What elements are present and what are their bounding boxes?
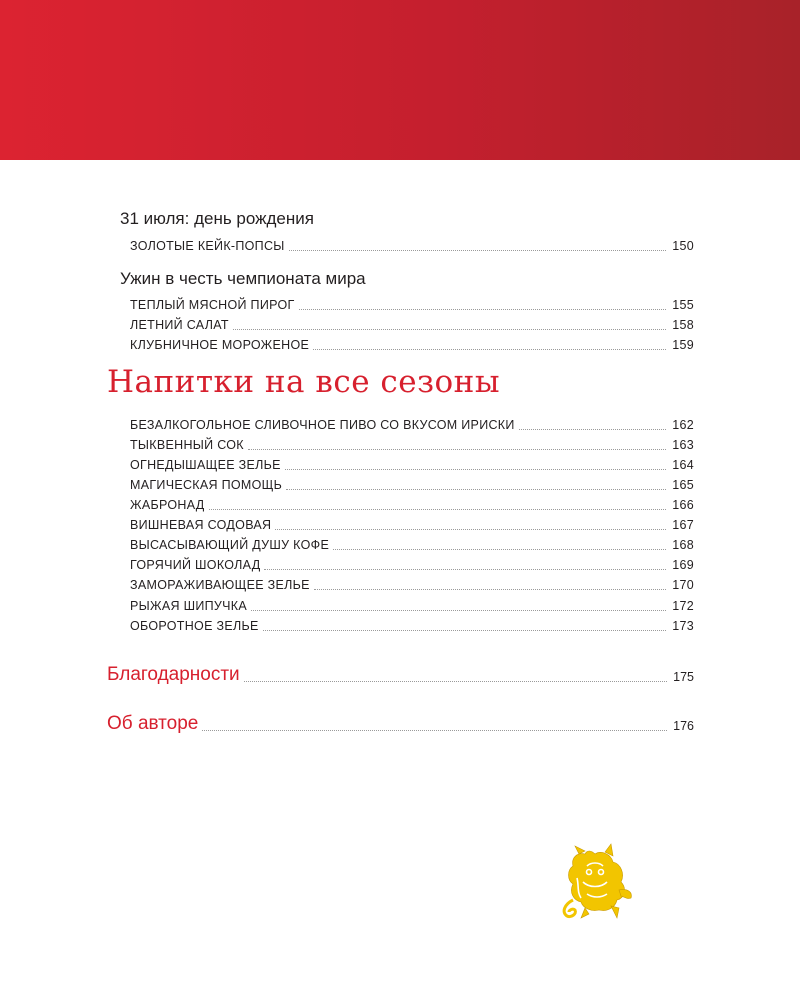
toc-entry-about-author[interactable]	[107, 709, 694, 735]
toc-entry-title: БЕЗАЛКОГОЛЬНОЕ СЛИВОЧНОЕ ПИВО СО ВКУСОМ ИРИСКИ	[130, 418, 515, 432]
toc-subheading-birthday: 31 июля: день рождения	[120, 209, 314, 228]
toc-entry-page: 155	[672, 298, 694, 312]
toc-entry-page: 159	[672, 338, 694, 352]
toc-entry-title: ОБОРОТНОЕ ЗЕЛЬЕ	[130, 619, 259, 633]
toc-entry-page: 165	[672, 478, 694, 492]
toc-entry-page: 150	[672, 239, 694, 253]
toc-entry-title: ТЕПЛЫЙ МЯСНОЙ ПИРОГ	[130, 298, 295, 312]
toc-subheading-world-cup-dinner: Ужин в честь чемпионата мира	[120, 269, 366, 288]
toc-entry-title: ОГНЕДЫШАЩЕЕ ЗЕЛЬЕ	[130, 458, 281, 472]
toc-entry-title: ЖАБРОНАД	[130, 498, 205, 512]
toc-entry-page: 173	[672, 619, 694, 633]
dot-leader	[333, 549, 666, 550]
toc-entry-title: ВЫСАСЫВАЮЩИЙ ДУШУ КОФЕ	[130, 538, 330, 552]
toc-entry-title: ЗОЛОТЫЕ КЕЙК-ПОПСЫ	[130, 239, 285, 253]
toc-entry[interactable]	[130, 596, 694, 614]
dot-leader	[263, 630, 667, 631]
toc-entry[interactable]	[130, 315, 694, 333]
toc-entry-title: МАГИЧЕСКАЯ ПОМОЩЬ	[130, 478, 283, 492]
toc-entry-title: ВИШНЕВАЯ СОДОВАЯ	[130, 518, 272, 532]
dot-leader	[275, 529, 666, 530]
toc-entry[interactable]	[130, 335, 694, 353]
dot-leader	[519, 429, 667, 430]
toc-entry-title: КЛУБНИЧНОЕ МОРОЖЕНОЕ	[130, 338, 310, 352]
toc-entry[interactable]	[130, 535, 694, 553]
toc-entry[interactable]	[130, 455, 694, 473]
dot-leader	[313, 349, 666, 350]
toc-entry-page: 164	[672, 458, 694, 472]
toc-entry-acknowledgements[interactable]	[107, 660, 694, 686]
toc-entry-page: 158	[672, 318, 694, 332]
toc-entry-page: 163	[672, 438, 694, 452]
dot-leader	[251, 610, 666, 611]
toc-entry[interactable]	[130, 475, 694, 493]
toc-entry-title: ТЫКВЕННЫЙ СОК	[130, 438, 244, 452]
toc-entry-title: ЛЕТНИЙ САЛАТ	[130, 318, 229, 332]
dot-leader	[209, 509, 667, 510]
dot-leader	[285, 469, 666, 470]
dot-leader	[202, 730, 667, 731]
toc-entry-page: 176	[673, 719, 694, 733]
toc-entry[interactable]	[130, 616, 694, 634]
toc-entry[interactable]	[130, 575, 694, 593]
dot-leader	[314, 589, 666, 590]
toc-entry-title: ЗАМОРАЖИВАЮЩЕЕ ЗЕЛЬЕ	[130, 578, 310, 592]
toc-entry-page: 169	[672, 558, 694, 572]
dot-leader	[299, 309, 667, 310]
toc-entry-page: 175	[673, 670, 694, 684]
toc-entry[interactable]	[130, 555, 694, 573]
toc-entry[interactable]	[130, 515, 694, 533]
toc-entry-title: Об авторе	[107, 713, 199, 734]
toc-entry-page: 170	[672, 578, 694, 592]
section-title-drinks: Напитки на все сезоны	[107, 364, 501, 400]
toc-entry-page: 168	[672, 538, 694, 552]
toc-entry-page: 167	[672, 518, 694, 532]
toc-entry-title: ГОРЯЧИЙ ШОКОЛАД	[130, 558, 261, 572]
dot-leader	[286, 489, 666, 490]
toc-entry[interactable]	[130, 415, 694, 433]
golden-creature-emblem-icon	[555, 842, 637, 920]
dot-leader	[233, 329, 666, 330]
dot-leader	[264, 569, 666, 570]
toc-entry-title: Благодарности	[107, 664, 240, 685]
toc-entry-page: 166	[672, 498, 694, 512]
dot-leader	[248, 449, 666, 450]
toc-entry-page: 172	[672, 599, 694, 613]
toc-entry-page: 162	[672, 418, 694, 432]
toc-entry[interactable]	[130, 495, 694, 513]
toc-entry[interactable]	[130, 435, 694, 453]
dot-leader	[244, 681, 667, 682]
dot-leader	[289, 250, 667, 251]
toc-entry-title: РЫЖАЯ ШИПУЧКА	[130, 599, 247, 613]
toc-entry[interactable]	[130, 236, 694, 254]
toc-entry[interactable]	[130, 295, 694, 313]
